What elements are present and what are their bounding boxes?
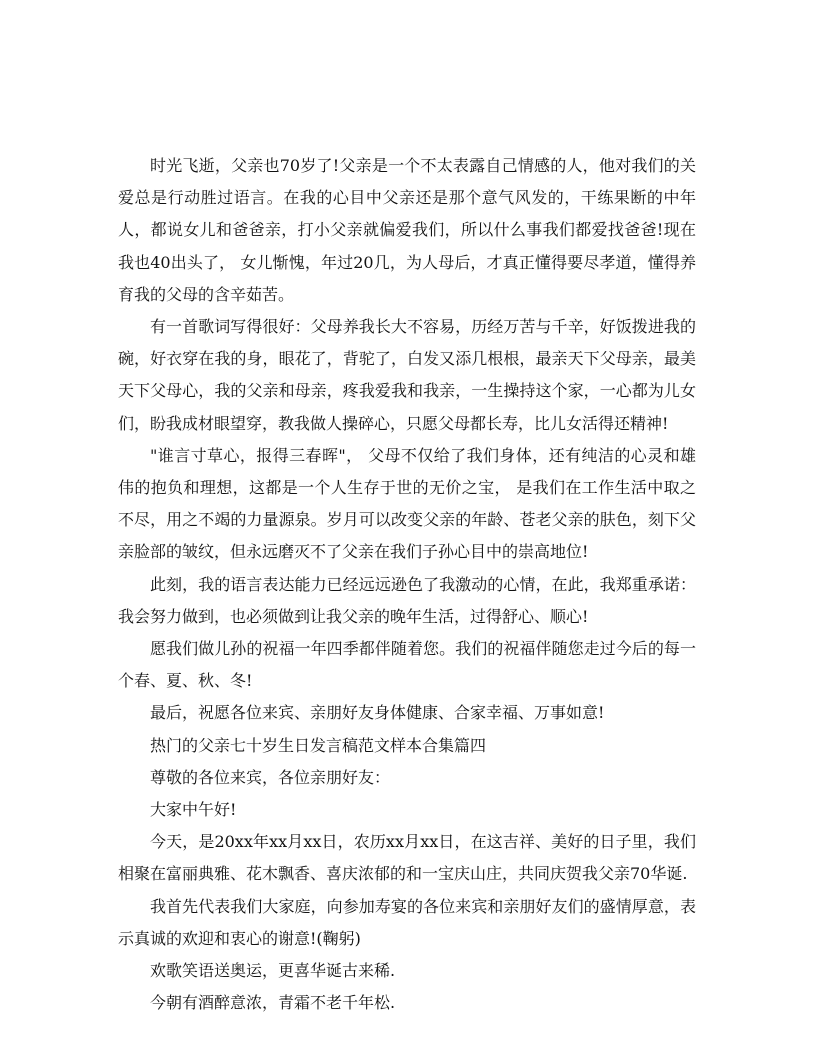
verse-line-1: 欢歌笑语送奥运，更喜华诞古来稀.	[150, 961, 396, 981]
paragraph-spring-sunshine: "谁言寸草心，报得三春晖"， 父母不仅给了我们身体，还有纯洁的心灵和雄伟的抱负和理想，这都是一个人生存于世的无价之宝， 是我们在工作生活中取之不尽，用之不竭的力量源泉。岁月可以改变父亲的年龄、苍老父亲的肤色，刻下父亲脸部的皱纹，但永远磨灭不了父亲在我们子孙心目中的崇高地位!	[118, 445, 696, 562]
paragraph-promise: 此刻，我的语言表达能力已经远远逊色了我激动的心情，在此，我郑重承诺：我会努力做到，也必须做到让我父亲的晚年生活，过得舒心、顺心!	[118, 574, 696, 626]
paragraph-celebration-date: 今天，是20xx年xx月xx日，农历xx月xx日，在这吉祥、美好的日子里，我们相聚在富丽典雅、花木飘香、喜庆浓郁的和一宝庆山庄，共同庆贺我父亲70华诞.	[118, 832, 696, 884]
verse-line-2: 今朝有酒醉意浓，青霜不老千年松.	[150, 993, 396, 1013]
paragraph-father-seventy: 时光飞逝，父亲也70岁了!父亲是一个不太表露自己情感的人，他对我们的关爱总是行动胜过语言。在我的心目中父亲还是那个意气风发的，干练果断的中年人，都说女儿和爸爸亲，打小父亲就偏爱我们，所以什么事我们都爱找爸爸!现在我也40出头了， 女儿惭愧，年过20几，为人母后，才真正懂得要尽孝道，懂得养育我的父母的含辛茹苦。	[118, 156, 696, 304]
paragraph-welcome-thanks: 我首先代表我们大家庭，向参加寿宴的各位来宾和亲朋好友们的盛情厚意，表示真诚的欢迎和衷心的谢意!(鞠躬)	[118, 896, 696, 948]
paragraph-final-wishes: 最后，祝愿各位来宾、亲朋好友身体健康、合家幸福、万事如意!	[150, 703, 605, 723]
paragraph-song-lyrics: 有一首歌词写得很好：父母养我长大不容易，历经万苦与千辛，好饭拨进我的碗，好衣穿在我的身，眼花了，背驼了，白发又添几根根，最亲天下父母亲，最美天下父母心，我的父亲和母亲，疼我爱我和我亲，一生操持这个家，一心都为儿女们，盼我成材眼望穿，教我做人操碎心，只愿父母都长寿，比儿女活得还精神!	[118, 317, 696, 433]
section-heading: 热门的父亲七十岁生日发言稿范文样本合集篇四	[150, 735, 487, 755]
document-body	[118, 150, 696, 1019]
greeting: 大家中午好!	[150, 800, 237, 820]
paragraph-blessing-seasons: 愿我们做儿孙的祝福一年四季都伴随着您。我们的祝福伴随您走过今后的每一个春、夏、秋、冬!	[118, 639, 696, 691]
salutation: 尊敬的各位来宾，各位亲朋好友：	[150, 767, 391, 787]
